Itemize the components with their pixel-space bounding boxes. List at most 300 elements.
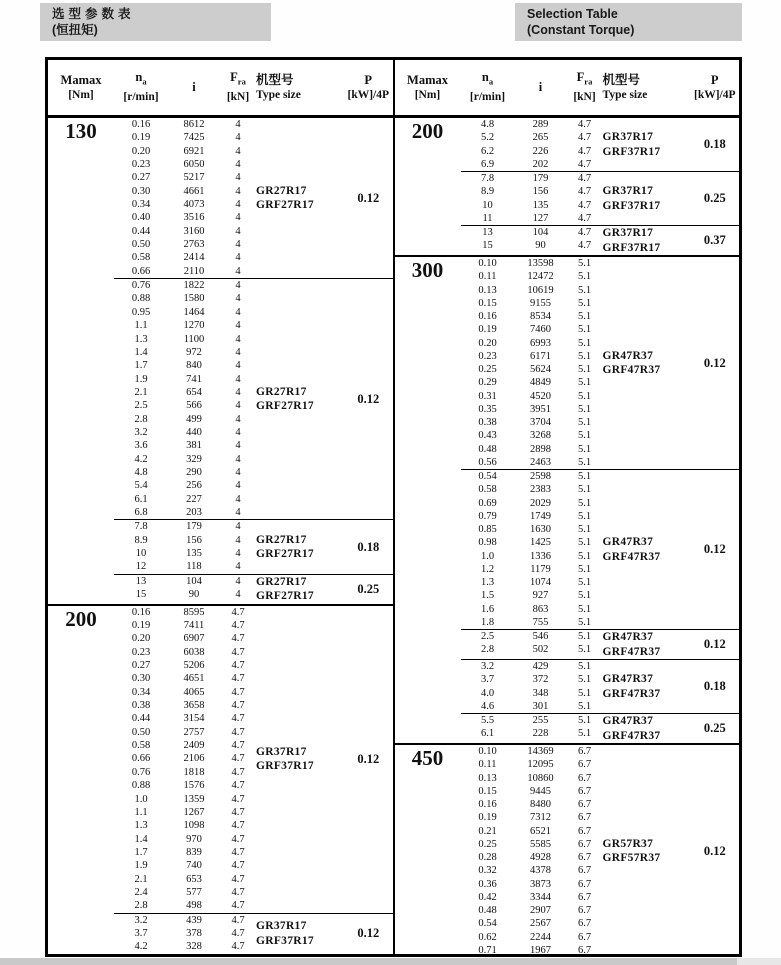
- na-cell: 0.10: [478, 746, 497, 757]
- i-cell: 8534: [530, 311, 551, 322]
- na-cell: 0.19: [478, 324, 497, 336]
- column-header-i: [168, 80, 220, 95]
- table-row: [461, 284, 603, 297]
- i-cell: 4378: [530, 865, 551, 877]
- fra-cell: 5.1: [577, 471, 592, 482]
- na-cell: 10: [135, 548, 147, 559]
- table-row: [461, 851, 603, 864]
- header-unit: Type size: [602, 88, 648, 101]
- na-cell: 0.56: [478, 456, 497, 468]
- fra-cell: 4: [235, 293, 241, 305]
- table-row: [114, 171, 256, 184]
- group-rows: [114, 575, 256, 604]
- power-cell: 0.12: [703, 355, 726, 370]
- fra-cell: 5.1: [577, 297, 592, 309]
- fra-cell: 5.1: [577, 700, 592, 712]
- na-cell: 15: [135, 589, 147, 601]
- power-cell: 0.25: [703, 721, 726, 735]
- i-cell: 2757: [183, 726, 205, 738]
- na-cell: 0.48: [478, 905, 497, 916]
- type-size-cell: [256, 606, 344, 913]
- i-cell: 4661: [183, 185, 205, 197]
- table-row: [461, 523, 603, 536]
- type-size-line: GRF47R37: [602, 550, 661, 563]
- table-row: [461, 944, 603, 954]
- table-row: [114, 453, 256, 466]
- table-row: [114, 846, 256, 859]
- fra-cell: 4: [235, 185, 241, 197]
- group-rows: [461, 470, 603, 629]
- fra-cell: 5.1: [577, 715, 592, 726]
- i-cell: 498: [186, 900, 202, 912]
- table-row: [461, 456, 603, 469]
- fra-cell: 4: [235, 333, 241, 345]
- group-rows: [461, 660, 603, 713]
- i-cell: 927: [532, 590, 549, 602]
- table-row: [461, 811, 603, 824]
- type-size-cell: [603, 630, 691, 659]
- fra-cell: 4.7: [231, 900, 245, 912]
- i-cell: 127: [532, 212, 549, 224]
- column-header-mamax: [48, 73, 114, 103]
- fra-cell: 5.1: [577, 258, 592, 269]
- na-cell: 2.5: [134, 400, 148, 412]
- table-row: [114, 659, 256, 672]
- na-cell: 0.38: [131, 700, 151, 712]
- table-row: [461, 931, 603, 944]
- na-cell: 0.54: [478, 918, 497, 930]
- i-cell: 6521: [530, 825, 551, 837]
- table-row: [114, 346, 256, 359]
- fra-cell: 5.1: [577, 430, 592, 442]
- i-cell: 301: [532, 700, 549, 712]
- ratio-groups: [114, 118, 393, 604]
- type-size-cell: [603, 660, 691, 713]
- fra-cell: 6.7: [577, 772, 592, 784]
- type-size-line: GRF47R37: [602, 645, 661, 658]
- fra-cell: 4.7: [231, 700, 245, 712]
- column-header-mamax: [395, 73, 461, 103]
- i-cell: 5217: [183, 172, 205, 184]
- type-size-line: GR27R17: [256, 533, 307, 546]
- fra-cell: 4: [235, 346, 241, 358]
- fra-cell: 4: [235, 119, 241, 130]
- i-cell: 156: [532, 186, 549, 198]
- header-unit: [kW]/4P: [347, 88, 390, 101]
- table-row: [461, 643, 603, 656]
- type-size-line: GRF57R37: [602, 852, 661, 864]
- fra-cell: 4: [235, 252, 241, 264]
- i-cell: 2763: [183, 239, 205, 251]
- na-cell: 1.7: [134, 846, 148, 858]
- fra-cell: 4: [235, 280, 241, 292]
- na-cell: 4.2: [134, 453, 148, 465]
- table-row: [461, 510, 603, 523]
- na-cell: 0.35: [478, 403, 497, 415]
- na-cell: 2.8: [480, 644, 495, 656]
- na-cell: 0.19: [131, 132, 151, 144]
- header-symbol: P: [710, 72, 719, 87]
- na-cell: 0.71: [478, 944, 497, 954]
- fra-cell: 6.7: [577, 785, 592, 797]
- type-size-cell: [603, 714, 691, 743]
- na-cell: 15: [482, 240, 493, 252]
- power-cell: 0.18: [703, 137, 726, 151]
- fra-cell: 4.7: [577, 240, 592, 252]
- na-cell: 0.34: [131, 199, 151, 211]
- fra-cell: 6.7: [577, 825, 592, 837]
- type-size-line: GR47R37: [602, 715, 654, 727]
- group-rows: [461, 714, 603, 743]
- i-cell: 8480: [530, 799, 551, 810]
- fra-cell: 4: [235, 132, 241, 144]
- na-cell: 1.7: [134, 360, 148, 372]
- table-row: [461, 700, 603, 713]
- na-cell: 6.2: [480, 145, 495, 157]
- table-right-half: [393, 60, 740, 954]
- i-cell: 1818: [183, 766, 205, 778]
- table-row: [461, 825, 603, 838]
- table-row: [461, 145, 603, 158]
- fra-cell: 6.7: [577, 865, 592, 877]
- i-cell: 3873: [530, 878, 551, 890]
- ratio-groups: [461, 257, 740, 743]
- i-cell: 4651: [183, 673, 205, 685]
- fra-cell: 4.7: [231, 873, 245, 885]
- table-row: [114, 646, 256, 659]
- na-cell: 0.62: [478, 931, 497, 943]
- na-cell: 0.95: [131, 306, 151, 318]
- table-row: [114, 506, 256, 519]
- table-header-row: [48, 60, 393, 118]
- table-row: [461, 563, 603, 576]
- type-size-cell: [256, 520, 344, 573]
- fra-cell: 6.7: [577, 812, 592, 824]
- ratio-group: [114, 519, 393, 573]
- i-cell: 7411: [183, 620, 205, 632]
- fra-cell: 4: [235, 426, 241, 438]
- na-cell: 0.69: [478, 497, 497, 509]
- title-box-chinese: [40, 3, 271, 41]
- na-cell: 2.8: [134, 900, 148, 912]
- table-row: [114, 319, 256, 332]
- page-edge-strip-light: [737, 958, 781, 965]
- table-row: [114, 632, 256, 645]
- i-cell: 546: [532, 631, 549, 642]
- fra-cell: 6.7: [577, 905, 592, 916]
- type-size-line: GRF47R37: [602, 364, 661, 376]
- i-cell: 256: [186, 480, 202, 492]
- table-row: [461, 772, 603, 785]
- table-row: [114, 439, 256, 452]
- na-cell: 0.20: [131, 633, 151, 645]
- na-cell: 0.27: [131, 660, 151, 672]
- table-row: [114, 833, 256, 846]
- i-cell: 741: [186, 373, 202, 385]
- na-cell: 0.30: [131, 185, 151, 197]
- type-size-cell: [256, 279, 344, 519]
- na-cell: 0.50: [131, 726, 151, 738]
- na-cell: 0.32: [478, 865, 497, 877]
- i-cell: 4849: [530, 377, 551, 389]
- table-row: [461, 443, 603, 456]
- na-cell: 3.2: [134, 914, 148, 926]
- fra-cell: 5.1: [577, 510, 592, 522]
- i-cell: 2110: [183, 265, 205, 277]
- table-row: [461, 239, 603, 252]
- table-row: [114, 899, 256, 912]
- fra-cell: 5.1: [577, 456, 592, 468]
- i-cell: 255: [532, 715, 549, 726]
- na-cell: 0.16: [131, 606, 151, 618]
- na-cell: 0.66: [131, 753, 151, 765]
- na-cell: 0.16: [478, 799, 497, 810]
- fra-cell: 4: [235, 225, 241, 237]
- header-symbol: 机型号: [602, 72, 641, 87]
- i-cell: 104: [532, 227, 549, 238]
- i-cell: 90: [188, 589, 200, 601]
- type-size-line: GRF37R17: [602, 145, 661, 158]
- table-body: [48, 118, 393, 954]
- i-cell: 972: [186, 346, 202, 358]
- na-cell: 4.2: [134, 941, 148, 953]
- power-cell: 0.12: [703, 542, 726, 556]
- table-row: [114, 426, 256, 439]
- ratio-group: [114, 118, 393, 278]
- i-cell: 1270: [183, 320, 205, 332]
- i-cell: 4073: [183, 199, 205, 211]
- na-cell: 0.23: [131, 159, 151, 171]
- i-cell: 5585: [530, 838, 551, 850]
- na-cell: 3.6: [134, 440, 148, 452]
- selection-table: [45, 57, 742, 957]
- i-cell: 3268: [530, 430, 551, 442]
- i-cell: 378: [186, 927, 202, 939]
- i-cell: 203: [186, 506, 202, 518]
- na-cell: 13: [482, 227, 493, 238]
- header-symbol: Mamax: [60, 72, 102, 87]
- page-title-cn: 选型参数表: [52, 7, 135, 21]
- i-cell: 6038: [183, 646, 205, 658]
- fra-cell: 4: [235, 534, 241, 546]
- table-row: [461, 212, 603, 225]
- i-cell: 202: [532, 158, 549, 170]
- i-cell: 4928: [530, 852, 551, 863]
- table-row: [461, 917, 603, 930]
- ratio-group: [114, 278, 393, 519]
- fra-cell: 4: [235, 575, 241, 587]
- table-row: [114, 752, 256, 765]
- power-cell: 0.12: [357, 190, 380, 205]
- fra-cell: 4: [235, 413, 241, 425]
- i-cell: 5624: [530, 364, 551, 375]
- type-size-line: GRF27R17: [256, 590, 314, 603]
- na-cell: 0.54: [478, 471, 497, 482]
- na-cell: 0.40: [131, 212, 151, 224]
- i-cell: 5206: [183, 660, 205, 672]
- table-row: [114, 672, 256, 685]
- table-row: [461, 390, 603, 403]
- power-cell: 0.12: [703, 637, 726, 651]
- i-cell: 10860: [527, 772, 554, 784]
- na-cell: 0.16: [478, 311, 497, 322]
- na-cell: 0.15: [478, 785, 497, 797]
- fra-cell: 5.1: [577, 497, 592, 509]
- header-unit: [r/min]: [469, 90, 506, 103]
- fra-cell: 4.7: [231, 846, 245, 858]
- fra-cell: 5.1: [577, 484, 592, 496]
- na-cell: 4.8: [480, 119, 495, 130]
- fra-cell: 4: [235, 521, 241, 533]
- power-cell: 0.12: [357, 391, 380, 406]
- table-row: [461, 483, 603, 496]
- fra-cell: 4.7: [577, 132, 592, 144]
- i-cell: 7425: [183, 132, 205, 144]
- table-row: [461, 714, 603, 727]
- fra-cell: 4: [235, 306, 241, 318]
- fra-cell: 4: [235, 239, 241, 251]
- fra-cell: 5.1: [577, 390, 592, 402]
- ratio-groups: [461, 745, 740, 954]
- column-header-type: [603, 73, 691, 103]
- i-cell: 755: [532, 616, 549, 628]
- header-symbol: 机型号: [256, 72, 294, 87]
- table-row: [461, 891, 603, 904]
- i-cell: 1580: [183, 293, 205, 305]
- i-cell: 12095: [527, 759, 554, 771]
- i-cell: 4520: [530, 390, 551, 402]
- i-cell: 2106: [183, 753, 205, 765]
- na-cell: 1.1: [134, 806, 148, 818]
- table-row: [114, 238, 256, 251]
- na-cell: 0.25: [478, 364, 497, 375]
- fra-cell: 4.7: [577, 212, 592, 224]
- header-unit: [kN]: [226, 90, 250, 103]
- na-cell: 0.44: [131, 225, 151, 237]
- table-row: [114, 198, 256, 211]
- na-cell: 6.1: [134, 493, 148, 505]
- table-row: [114, 779, 256, 792]
- table-row: [114, 886, 256, 899]
- fra-cell: 4: [235, 480, 241, 492]
- fra-cell: 4.7: [577, 199, 592, 211]
- fra-cell: 4.7: [231, 713, 245, 725]
- fra-cell: 4.7: [577, 145, 592, 157]
- i-cell: 1098: [183, 820, 205, 832]
- i-cell: 135: [532, 199, 549, 211]
- na-cell: 1.4: [134, 346, 148, 358]
- na-cell: 0.36: [478, 878, 497, 890]
- na-cell: 0.13: [478, 284, 497, 296]
- table-row: [114, 251, 256, 264]
- i-cell: 1074: [530, 577, 551, 588]
- table-row: [461, 118, 603, 131]
- i-cell: 7460: [530, 324, 551, 336]
- table-row: [461, 727, 603, 740]
- type-size-line: GRF27R17: [256, 548, 314, 560]
- table-row: [114, 373, 256, 386]
- na-cell: 3.7: [134, 927, 148, 939]
- ratio-group: [461, 171, 740, 225]
- i-cell: 3658: [183, 700, 205, 712]
- na-cell: 0.34: [131, 686, 151, 698]
- na-cell: 0.85: [478, 524, 497, 535]
- i-cell: 2414: [183, 252, 205, 264]
- na-cell: 0.20: [478, 337, 497, 349]
- table-row: [114, 819, 256, 832]
- na-cell: 3.2: [134, 426, 148, 438]
- na-cell: 1.3: [134, 820, 148, 832]
- table-row: [461, 745, 603, 758]
- table-row: [461, 297, 603, 310]
- ratio-group: [461, 118, 740, 171]
- table-row: [114, 534, 256, 547]
- fra-cell: 4.7: [231, 766, 245, 778]
- power-cell: 0.37: [703, 233, 726, 247]
- fra-cell: 5.1: [577, 324, 592, 336]
- fra-cell: 4.7: [231, 646, 245, 658]
- table-row: [461, 616, 603, 629]
- i-cell: 4065: [183, 686, 205, 698]
- na-cell: 0.38: [478, 417, 497, 428]
- na-cell: 0.19: [478, 812, 497, 824]
- i-cell: 3704: [530, 417, 551, 428]
- na-cell: 0.58: [131, 740, 151, 752]
- fra-cell: 4: [235, 159, 241, 171]
- type-size-cell: [603, 257, 691, 469]
- i-cell: 2463: [530, 456, 551, 468]
- i-cell: 3160: [183, 225, 205, 237]
- table-row: [114, 619, 256, 632]
- na-cell: 0.58: [478, 484, 497, 496]
- table-row: [114, 333, 256, 346]
- i-cell: 1336: [530, 550, 551, 562]
- na-cell: 1.0: [134, 793, 148, 805]
- i-cell: 3516: [183, 212, 205, 224]
- table-row: [461, 363, 603, 376]
- fra-cell: 4.7: [231, 686, 245, 698]
- i-cell: 653: [186, 873, 202, 885]
- header-symbol: $n_a$: [481, 70, 494, 87]
- i-cell: 840: [186, 360, 202, 372]
- na-cell: 0.76: [131, 766, 151, 778]
- na-cell: 5.4: [134, 480, 148, 492]
- fra-cell: 4.7: [577, 158, 592, 170]
- table-row: [461, 310, 603, 323]
- table-row: [114, 386, 256, 399]
- table-row: [114, 306, 256, 319]
- na-cell: 0.10: [478, 258, 497, 269]
- i-cell: 6921: [183, 145, 205, 157]
- header-symbol: Mamax: [407, 72, 448, 87]
- fra-cell: 4.7: [231, 806, 245, 818]
- type-size-line: GR27R17: [256, 184, 307, 197]
- fra-cell: 4: [235, 453, 241, 465]
- page-title-en: Selection Table: [527, 7, 618, 21]
- na-cell: 7.8: [480, 173, 495, 184]
- i-cell: 1464: [183, 306, 205, 318]
- fra-cell: 5.1: [577, 631, 592, 642]
- na-cell: 4.8: [134, 466, 148, 478]
- table-row: [114, 413, 256, 426]
- header-symbol: $n_a$: [135, 70, 147, 87]
- fra-cell: 4.7: [231, 620, 245, 632]
- na-cell: 0.66: [131, 265, 151, 277]
- type-size-cell: [603, 470, 691, 629]
- table-row: [461, 687, 603, 700]
- i-cell: 577: [186, 886, 202, 898]
- table-row: [461, 798, 603, 811]
